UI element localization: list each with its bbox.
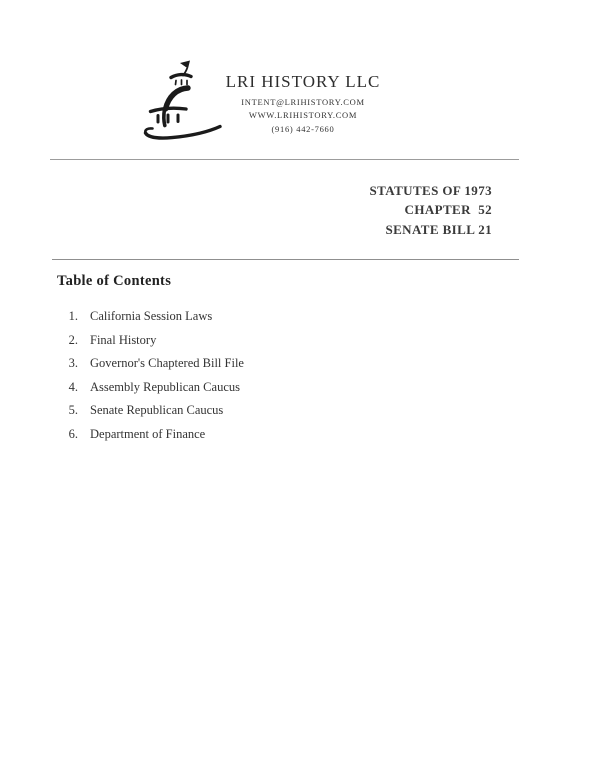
toc-item-number: 5. bbox=[68, 403, 78, 417]
toc-item-number: 2. bbox=[68, 332, 78, 347]
toc-list bbox=[58, 309, 458, 450]
toc-item bbox=[58, 380, 458, 395]
toc-item bbox=[58, 333, 458, 348]
divider-bottom bbox=[52, 259, 519, 260]
toc-item-number: 4. bbox=[68, 379, 78, 394]
chapter-line: CHAPTER 52 bbox=[404, 202, 492, 218]
toc-item-number: 3. bbox=[68, 356, 78, 370]
toc-item-number: 6. bbox=[68, 426, 78, 441]
company-name: LRI HISTORY LLC bbox=[225, 72, 381, 91]
company-phone: (916) 442-7660 bbox=[271, 123, 335, 134]
company-website: WWW.LRIHISTORY.COM bbox=[248, 110, 358, 121]
statutes-line: STATUTES OF 1973 bbox=[369, 183, 492, 198]
toc-item-number: 1. bbox=[68, 309, 78, 323]
senate-bill-line: SENATE BILL 21 bbox=[385, 221, 492, 237]
toc-heading: Table of Contents bbox=[57, 273, 172, 289]
bill-reference-block bbox=[370, 181, 492, 239]
letterhead-text-block bbox=[203, 71, 403, 136]
toc-item-label: Governor's Chaptered Bill File bbox=[90, 356, 244, 370]
toc-item-label: Department of Finance bbox=[90, 426, 206, 441]
toc-item bbox=[58, 356, 458, 371]
toc-item bbox=[58, 403, 458, 418]
toc-item bbox=[58, 427, 458, 442]
company-email: INTENT@LRIHISTORY.COM bbox=[241, 97, 365, 107]
toc-item-label: Assembly Republican Caucus bbox=[90, 379, 240, 394]
toc-item bbox=[58, 309, 458, 324]
toc-item-label: Senate Republican Caucus bbox=[90, 403, 224, 417]
divider-top bbox=[50, 159, 519, 160]
toc-item-label: California Session Laws bbox=[90, 309, 213, 323]
toc-item-label: Final History bbox=[90, 332, 157, 347]
